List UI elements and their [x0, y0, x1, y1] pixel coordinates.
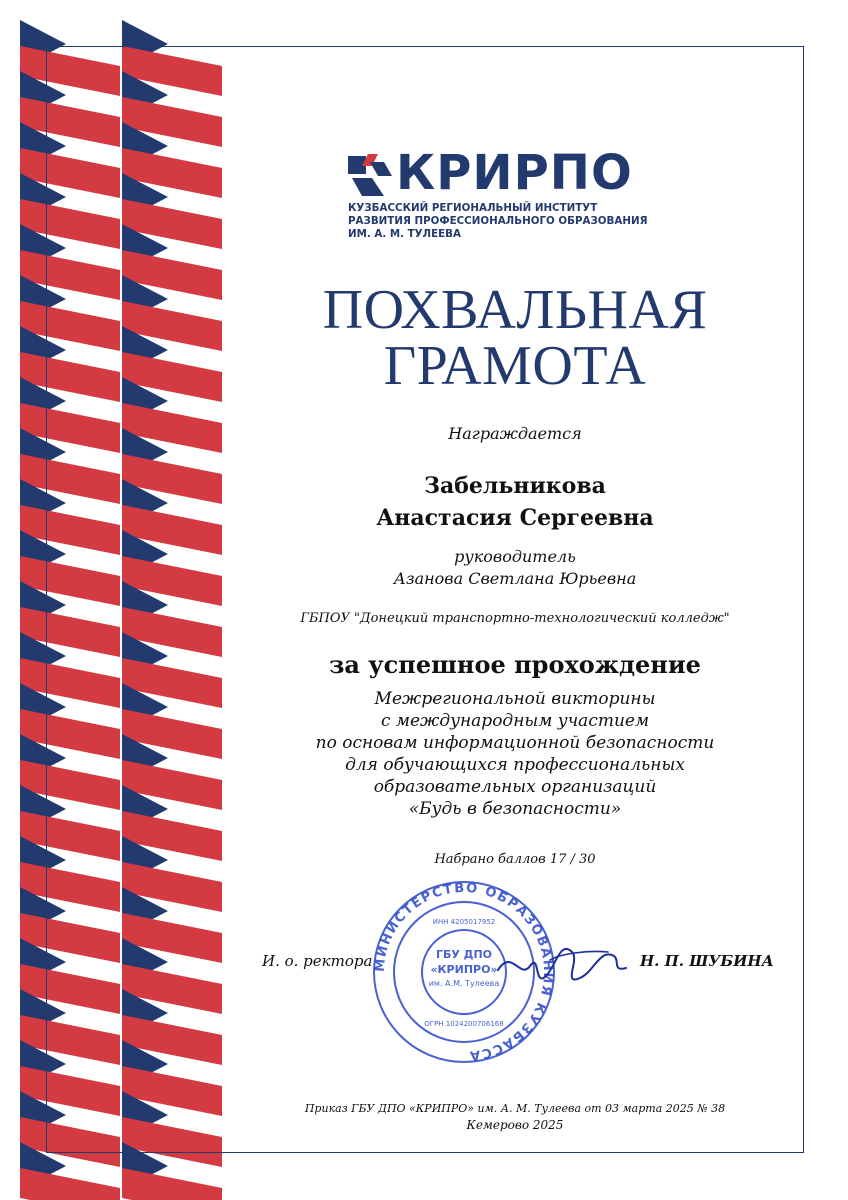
achievement-heading: за успешное прохождение: [329, 650, 701, 679]
title-line: ГРАМОТА: [383, 335, 647, 397]
stripe-band: [122, 1168, 222, 1200]
order-reference: Приказ ГБУ ДПО «КРИПРО» им. А. М. Тулеева от 03 марта 2025 № 38: [304, 1102, 726, 1115]
recipient-surname: Забельникова: [424, 473, 606, 499]
event-line: Межрегиональной викторины: [374, 689, 656, 709]
recipient-name: [280, 470, 750, 534]
footer: [280, 1100, 750, 1134]
score-text: Набрано баллов 17 / 30: [434, 852, 596, 867]
logo-subtitle: [348, 202, 678, 241]
supervisor-name: Азанова Светлана Юрьевна: [393, 569, 637, 588]
event-line: для обучающихся профессиональных: [345, 755, 685, 775]
supervisor-label: руководитель: [454, 547, 576, 566]
recipient-given-names: Анастасия Сергеевна: [376, 505, 654, 531]
rector-title: И. о. ректора: [262, 952, 373, 970]
city-year: Кемерово 2025: [466, 1118, 564, 1132]
certificate-title: [280, 279, 750, 397]
organization-name: ГБПОУ "Донецкий транспортно-технологический колледж": [300, 611, 730, 626]
event-line: «Будь в безопасности»: [408, 799, 622, 819]
event-description: [280, 688, 750, 820]
rector-signature: [490, 930, 630, 1000]
logo-subtitle-line: КУЗБАССКИЙ РЕГИОНАЛЬНЫЙ ИНСТИТУТ: [348, 202, 598, 214]
event-line: с международным участием: [380, 711, 650, 731]
logo-wordmark: КРИРПО: [396, 145, 633, 201]
logo-subtitle-line: РАЗВИТИЯ ПРОФЕССИОНАЛЬНОГО ОБРАЗОВАНИЯ: [348, 215, 648, 227]
rector-name: Н. П. ШУБИНА: [640, 952, 774, 970]
stamp-center-line: им. А.М. Тулеева: [428, 979, 500, 988]
awarded-label: Награждается: [448, 424, 582, 443]
stamp-ogrn: ОГРН 1024200706168: [424, 1020, 504, 1028]
stamp-outer-text: МИНИСТЕРСТВО ОБРАЗОВАНИЯ КУЗБАССА: [372, 880, 556, 1064]
logo-emblem-icon: [348, 150, 394, 198]
title-line: ПОХВАЛЬНАЯ: [322, 279, 708, 341]
event-line: по основам информационной безопасности: [315, 733, 715, 753]
event-line: образовательных организаций: [373, 777, 657, 797]
logo-subtitle-line: ИМ. А. М. ТУЛЕЕВА: [348, 228, 461, 240]
stamp-center-line: ГБУ ДПО: [435, 948, 493, 961]
stamp-center-line: «КРИПРО»: [430, 963, 498, 976]
stamp-inn: ИНН 4205017952: [432, 918, 496, 926]
supervisor-block: [280, 546, 750, 590]
stripe-band: [20, 1168, 120, 1200]
